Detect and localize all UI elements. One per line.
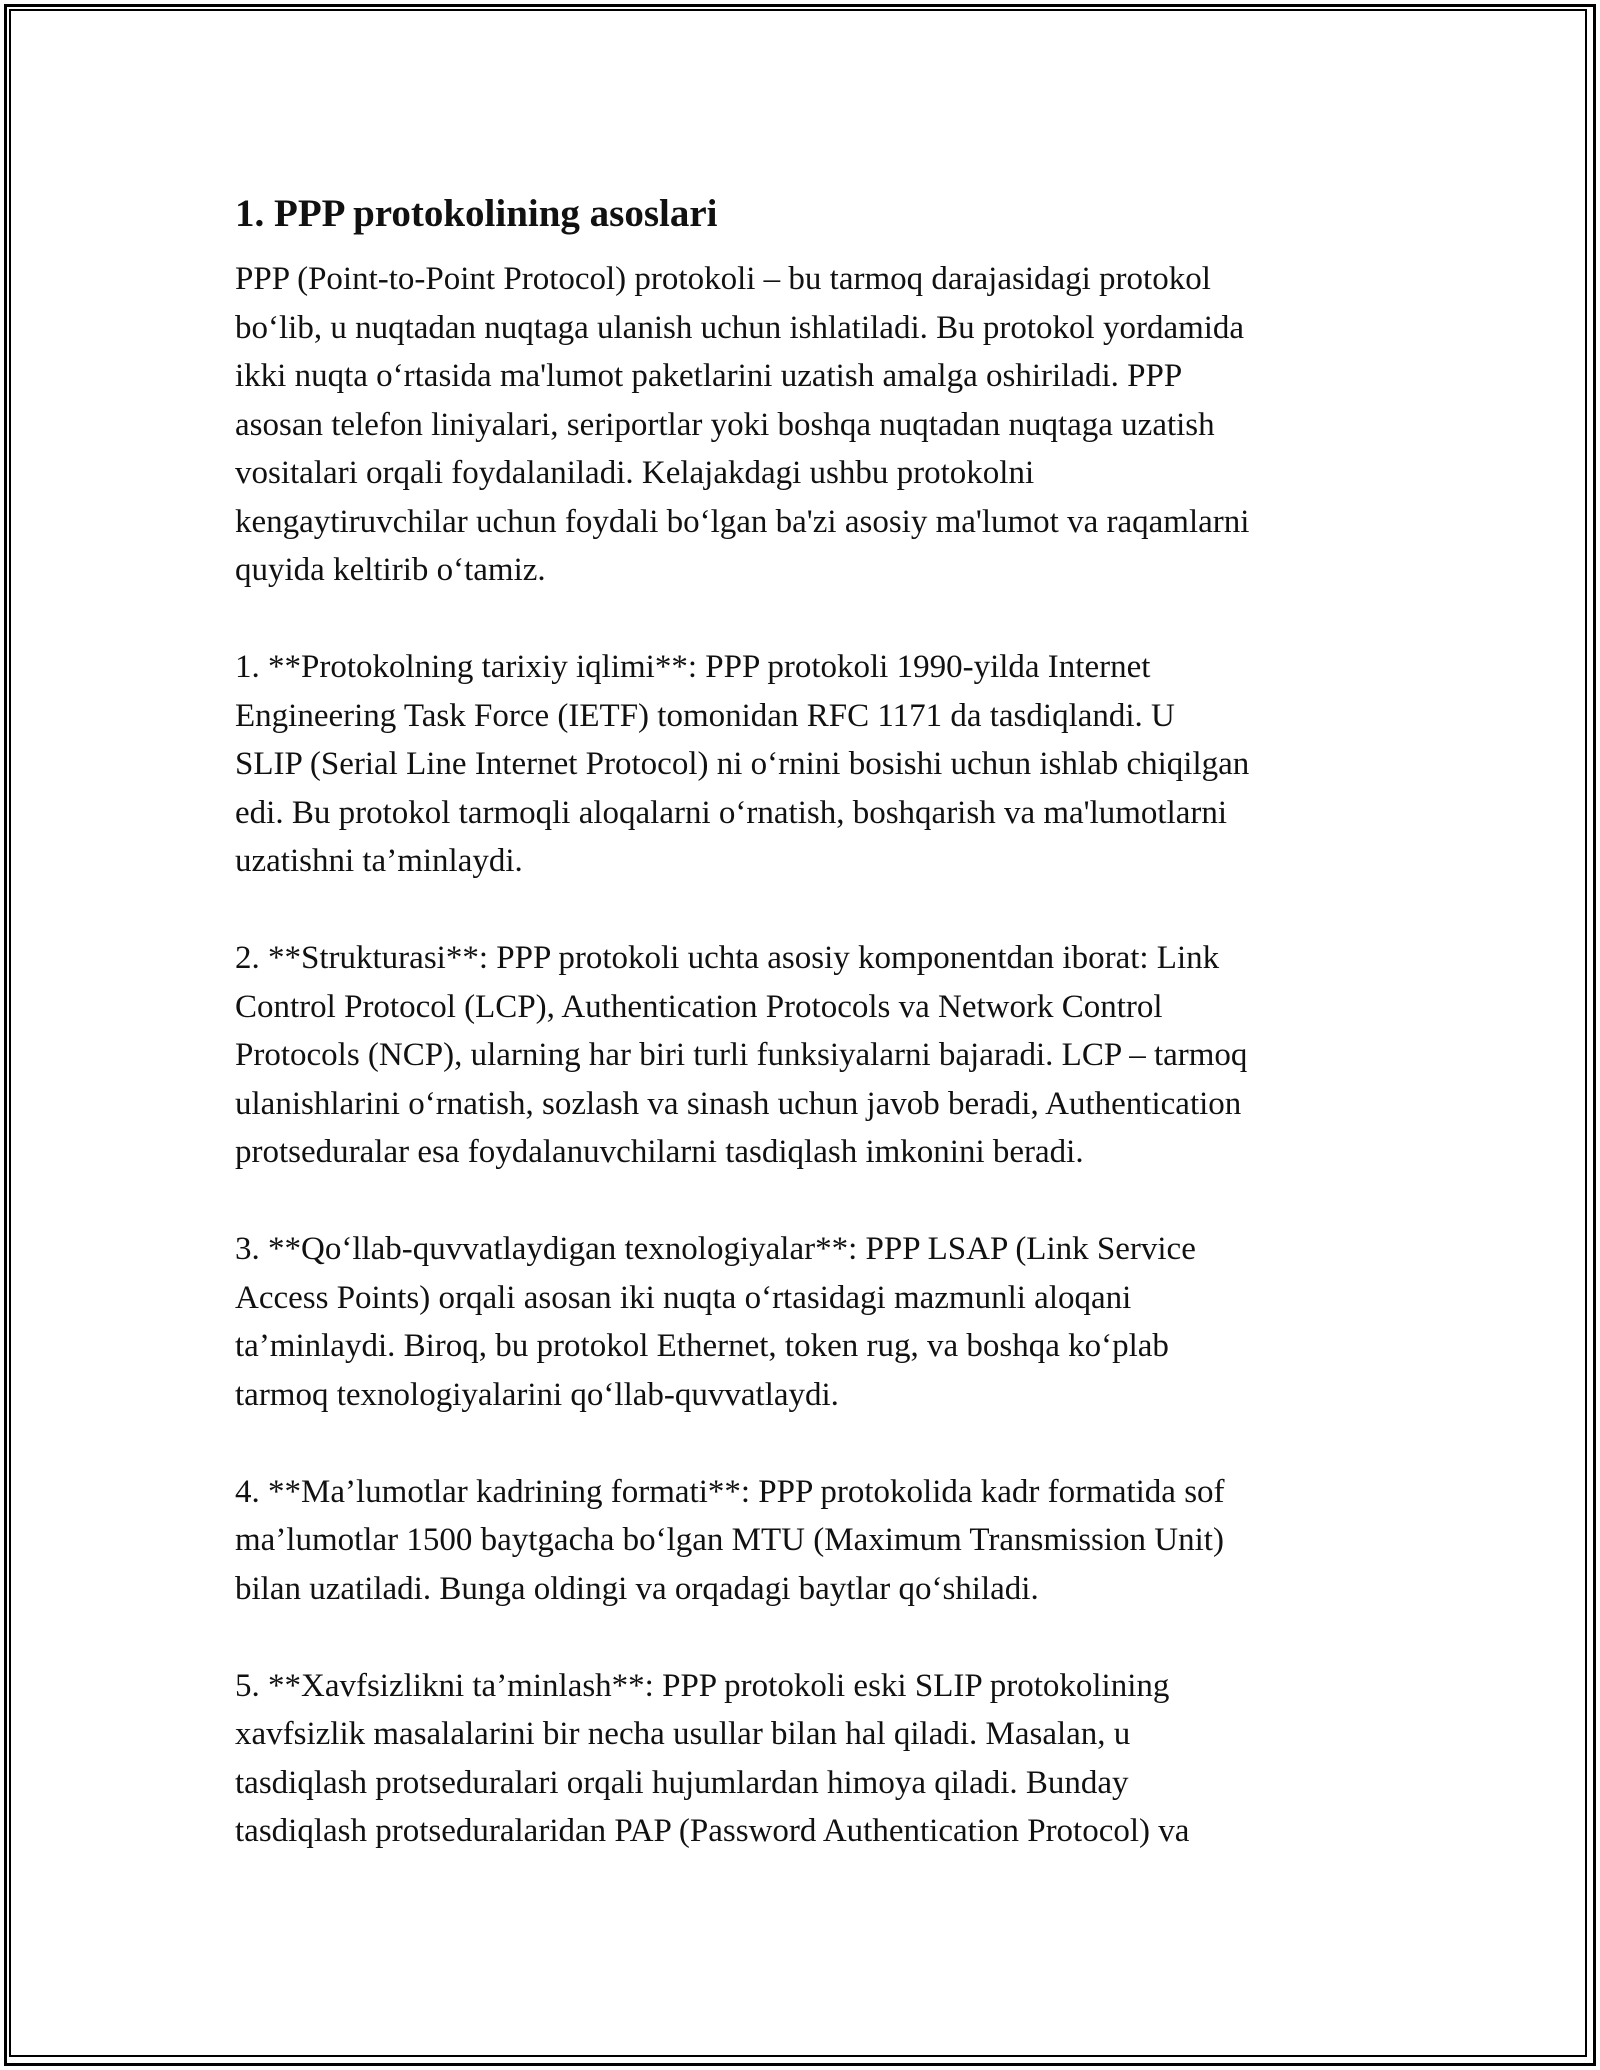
paragraph-item-1	[235, 643, 1375, 886]
text-line: Access Points) orqali asosan iki nuqta o‘rtasidagi mazmunli aloqani	[235, 1279, 1132, 1316]
text-line: 1. **Protokolning tarixiy iqlimi**: PPP protokoli 1990-yilda Internet	[235, 649, 1151, 685]
text-line: 2. **Strukturasi**: PPP protokoli uchta asosiy komponentdan iborat: Link	[235, 940, 1220, 976]
text-line: 3. **Qo‘llab-quvvatlaydigan texnologiyalar**: PPP LSAP (Link Service	[235, 1231, 1196, 1267]
text-line: bilan uzatiladi. Bunga oldingi va orqadagi baytlar qo‘shiladi.	[235, 1570, 1039, 1607]
text-line: protseduralar esa foydalanuvchilarni tasdiqlash imkonini beradi.	[235, 1134, 1084, 1170]
text-line: bo‘lib, u nuqtadan nuqtaga ulanish uchun ishlatiladi. Bu protokol yordamida	[235, 309, 1245, 346]
text-line: tarmoq texnologiyalarini qo‘llab-quvvatlaydi.	[235, 1376, 839, 1413]
text-line: quyida keltirib o‘tamiz.	[235, 552, 546, 588]
text-line: PPP (Point-to-Point Protocol) protokoli – bu tarmoq darajasidagi protokol	[235, 261, 1211, 297]
text-line: Control Protocol (LCP), Authentication Protocols va Network Control	[235, 988, 1163, 1025]
paragraph-item-3	[235, 1225, 1375, 1419]
paragraph-item-4	[235, 1468, 1375, 1614]
text-line: 5. **Xavfsizlikni ta’minlash**: PPP protokoli eski SLIP protokolining	[235, 1667, 1170, 1704]
text-line: ta’minlaydi. Biroq, bu protokol Ethernet, token rug, va boshqa ko‘plab	[235, 1328, 1169, 1364]
text-line: tasdiqlash protseduralari orqali hujumlardan himoya qiladi. Bunday	[235, 1764, 1129, 1801]
text-line: SLIP (Serial Line Internet Protocol) ni o‘rnini bosishi uchun ishlab chiqilgan	[235, 746, 1250, 782]
text-line: ulanishlarini o‘rnatish, sozlash va sinash uchun javob beradi, Authentication	[235, 1085, 1242, 1122]
paragraph-item-2	[235, 934, 1375, 1177]
text-line: Protocols (NCP), ularning har biri turli funksiyalarni bajaradi. LCP – tarmoq	[235, 1037, 1248, 1073]
text-line: tasdiqlash protseduralaridan PAP (Password Authentication Protocol) va	[235, 1813, 1190, 1849]
text-line: vositalari orqali foydalaniladi. Kelajakdagi ushbu protokolni	[235, 455, 1035, 491]
paragraph-intro	[235, 255, 1375, 595]
text-line: uzatishni ta’minlaydi.	[235, 843, 523, 879]
document-body	[235, 188, 1375, 1904]
text-line: edi. Bu protokol tarmoqli aloqalarni o‘rnatish, boshqarish va ma'lumotlarni	[235, 794, 1228, 831]
text-line: ma’lumotlar 1500 baytgacha bo‘lgan MTU (Maximum Transmission Unit)	[235, 1522, 1224, 1558]
text-line: Engineering Task Force (IETF) tomonidan RFC 1171 da tasdiqlandi. U	[235, 697, 1175, 734]
document-title: 1. PPP protokolining asoslari	[235, 192, 718, 235]
paragraph-item-5	[235, 1662, 1375, 1856]
text-line: asosan telefon liniyalari, seriportlar yoki boshqa nuqtadan nuqtaga uzatish	[235, 406, 1215, 443]
text-line: ikki nuqta o‘rtasida ma'lumot paketlarini uzatish amalga oshiriladi. PPP	[235, 358, 1183, 394]
text-line: kengaytiruvchilar uchun foydali bo‘lgan ba'zi asosiy ma'lumot va raqamlarni	[235, 503, 1250, 540]
text-line: 4. **Ma’lumotlar kadrining formati**: PPP protokolida kadr formatida sof	[235, 1473, 1225, 1510]
text-line: xavfsizlik masalalarini bir necha usullar bilan hal qiladi. Masalan, u	[235, 1716, 1131, 1752]
